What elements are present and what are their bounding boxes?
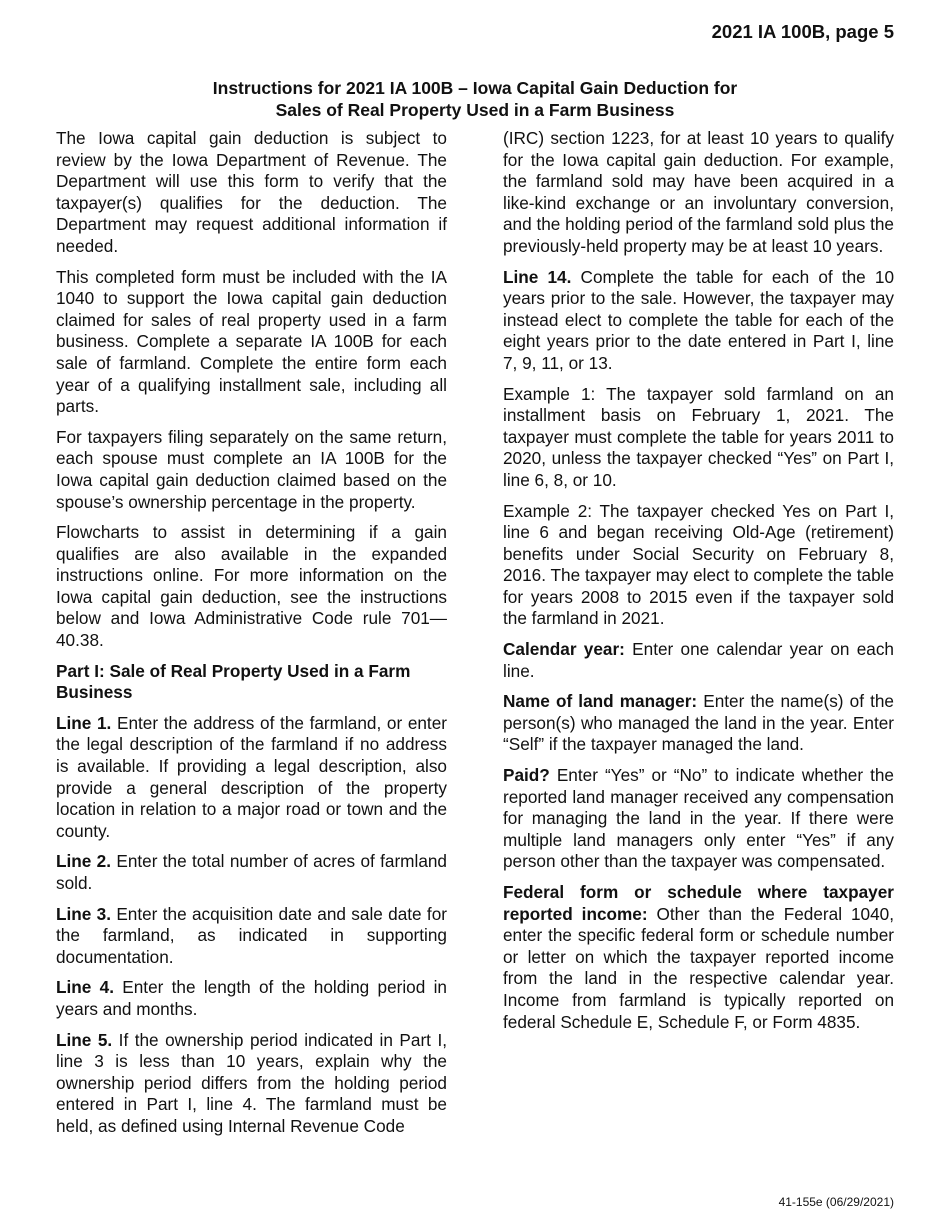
line-14-instruction [503,267,894,375]
line-4-instruction [56,977,447,1020]
calendar-year-instruction [503,639,894,682]
inclusion-paragraph: This completed form must be included with the IA 1040 to support the Iowa capital gain deduction claimed for sales of real property used in a farm business. Complete a separate IA 100B for each sale of farmland. Complete the entire form each year of a qualifying installment sale, including all parts. [56,266,447,417]
page-number-header: 2021 IA 100B, page 5 [711,21,894,42]
line-1-instruction [56,713,447,843]
line-4-label: Line 4. [56,977,114,998]
land-manager-instruction [503,691,894,756]
form-code-footer: 41-155e (06/29/2021) [778,1195,894,1209]
line-2-instruction [56,851,447,894]
calendar-year-text: Enter one calendar year on each line. [503,639,894,681]
land-manager-text: Enter the name(s) of the person(s) who managed the land in the year. Enter “Self” if the taxpayer managed the land. [503,691,894,755]
paid-instruction [503,765,894,873]
paid-label: Paid? [503,765,550,786]
line-5-text: If the ownership period indicated in Part I, line 3 is less than 10 years, explain why the ownership period differs from the holding period entered in Part I, line 4. The farmland must be held, as defined using Internal Revenue Code [56,1029,447,1136]
line-2-label: Line 2. [56,851,112,872]
separate-filing-paragraph: For taxpayers filing separately on the same return, each spouse must complete an IA 100B for the Iowa capital gain deduction claimed based on the spouse’s ownership percentage in the property. [56,426,447,512]
line-1-text: Enter the address of the farmland, or enter the legal description of the farmland if no address is available. If providing a legal description, also provide a general description of the property location in relation to a major road or town and the county. [56,712,447,841]
land-manager-label: Name of land manager: [503,691,698,712]
intro-paragraph: The Iowa capital gain deduction is subject to review by the Iowa Department of Revenue. The Department will use this form to verify that the taxpayer(s) qualifies for the deduction. The Department may request additional information if needed. [56,128,447,256]
federal-form-label: Federal form or schedule where taxpayer reported income: [503,882,894,924]
line-2-text: Enter the total number of acres of farmland sold. [56,851,447,893]
line-14-label: Line 14. [503,266,572,287]
line-5-label: Line 5. [56,1029,113,1050]
paid-text: Enter “Yes” or “No” to indicate whether the reported land manager received any compensation for managing the land in the year. If there were multiple land managers only enter “Yes” if any person other than the taxpayer was compensated. [503,765,894,872]
line-1-label: Line 1. [56,712,112,733]
right-column [503,128,894,1042]
line-14-text: Complete the table for each of the 10 years prior to the sale. However, the taxpayer may instead elect to complete the table for each of the eight years prior to the date entered in Part I, line 7, 9, 11, or 13. [503,266,895,373]
flowcharts-paragraph: Flowcharts to assist in determining if a gain qualifies are also available in the expanded instructions online. For more information on the Iowa capital gain deduction, see the instructions below and Iowa Administrative Code rule 701—40.38. [56,522,447,651]
federal-form-instruction [503,882,894,1033]
title-line-2: Sales of Real Property Used in a Farm Business [275,100,675,120]
example-1: Example 1: The taxpayer sold farmland on an installment basis on February 1, 2021. The taxpayer must complete the table for years 2011 to 2020, unless the taxpayer checked “Yes” on Part I, line 6, 8, or 10. [503,383,894,490]
part-1-heading: Part I: Sale of Real Property Used in a Farm Business [56,660,411,703]
left-column [56,128,447,1147]
federal-form-text: Other than the Federal 1040, enter the specific federal form or schedule number or letter on which the taxpayer reported income from the land in the respective calendar year. Income from farmland is typically reported on federal Schedule E, Schedule F, or Form 4835. [503,903,894,1032]
example-2: Example 2: The taxpayer checked Yes on Part I, line 6 and began receiving Old-Age (retirement) benefits under Social Security on February 8, 2016. The taxpayer may elect to complete the table for years 2008 to 2015 even if the taxpayer sold the farmland in 2021. [503,500,894,629]
document-title [56,77,894,121]
line-3-text: Enter the acquisition date and sale date for the farmland, as indicated in supporting documentation. [56,903,447,967]
holding-period-continuation: (IRC) section 1223, for at least 10 years to qualify for the Iowa capital gain deduction. For example, the farmland sold may have been acquired in a like-kind exchange or an involuntary conversion, and the holding period of the farmland sold plus the previously-held property may be at least 10 years. [503,128,894,256]
line-3-instruction [56,904,447,969]
line-5-instruction [56,1030,447,1138]
line-4-text: Enter the length of the holding period in years and months. [56,977,447,1019]
line-3-label: Line 3. [56,903,111,924]
calendar-year-label: Calendar year: [503,639,625,660]
title-line-1: Instructions for 2021 IA 100B – Iowa Capital Gain Deduction for [212,78,738,98]
